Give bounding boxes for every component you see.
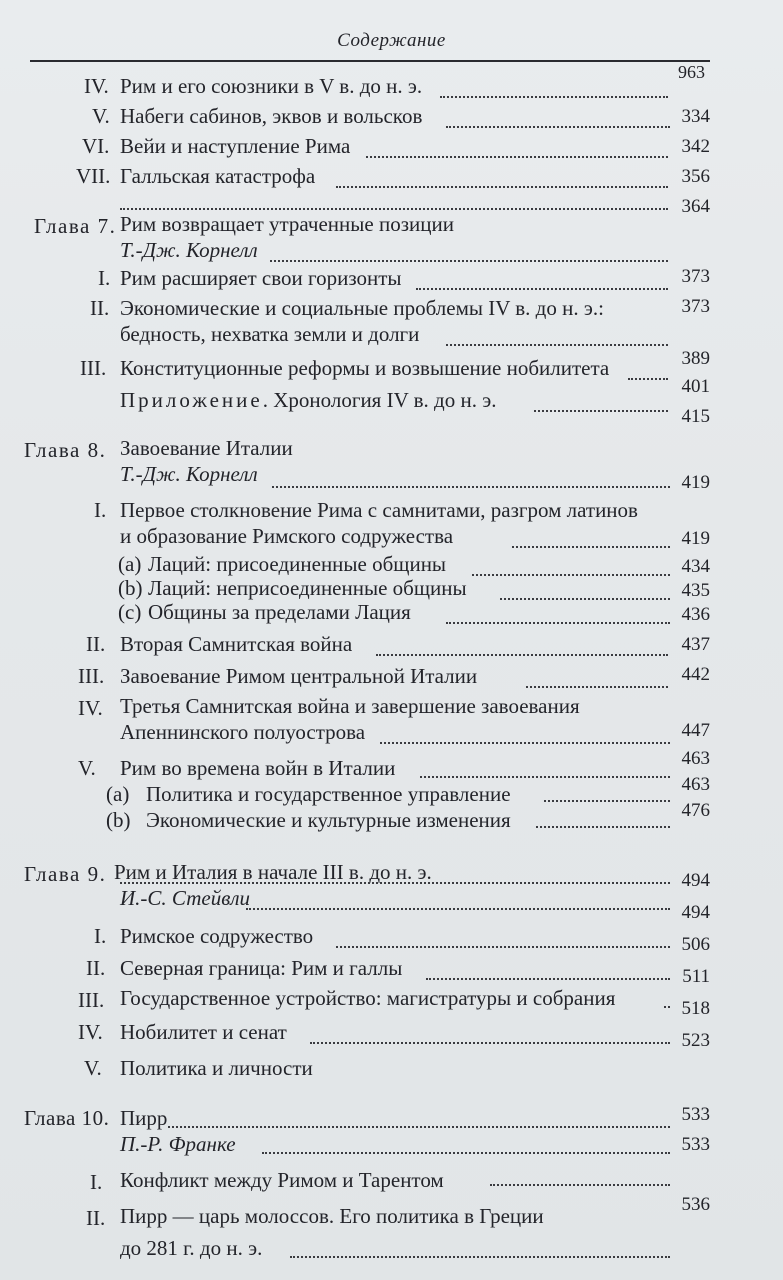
header-rule bbox=[30, 60, 710, 62]
dot-leader bbox=[500, 596, 670, 600]
entry-num: II. bbox=[90, 296, 110, 320]
dot-leader bbox=[420, 774, 670, 778]
entry-num: I. bbox=[90, 1170, 103, 1194]
entry-num: IV. bbox=[78, 696, 103, 720]
entry-title: Политика и государственное управление bbox=[146, 782, 511, 806]
entry-page: 447 bbox=[681, 720, 710, 741]
dot-leader bbox=[246, 906, 670, 910]
entry-title: Экономические и культурные изменения bbox=[146, 808, 511, 832]
entry-title-cont: до 281 г. до н. э. bbox=[120, 1236, 263, 1260]
entry-num: I. bbox=[94, 924, 107, 948]
chapter-label: Глава 9. bbox=[24, 862, 107, 886]
entry-page: 401 bbox=[681, 376, 710, 397]
chapter-label: Глава 10. bbox=[24, 1106, 110, 1130]
entry-num: (c) bbox=[118, 600, 142, 624]
entry-num: (a) bbox=[118, 552, 142, 576]
entry-page: 533 bbox=[681, 1134, 710, 1155]
dot-leader bbox=[446, 124, 670, 128]
entry-page: 533 bbox=[681, 1104, 710, 1125]
entry-title: Пирр — царь молоссов. Его политика в Греции bbox=[120, 1204, 544, 1228]
chapter-title: Завоевание Италии bbox=[120, 436, 293, 460]
dot-leader bbox=[534, 408, 668, 412]
entry-title: Лаций: неприсоединенные общины bbox=[148, 576, 467, 600]
entry-page: 373 bbox=[681, 296, 710, 317]
entry-page: 373 bbox=[681, 266, 710, 287]
appendix-label: Приложение bbox=[120, 388, 263, 412]
entry-title: Политика и личности bbox=[120, 1056, 313, 1080]
dot-leader bbox=[376, 652, 668, 656]
entry-page: 518 bbox=[681, 998, 710, 1019]
dot-leader bbox=[380, 740, 670, 744]
entry-title-cont: Апеннинского полуострова bbox=[120, 720, 366, 744]
entry-num: I. bbox=[98, 266, 111, 290]
entry-title: Рим и его союзники в V в. до н. э. bbox=[120, 74, 423, 98]
entry-num: III. bbox=[78, 988, 105, 1012]
entry-page: 435 bbox=[681, 580, 710, 601]
entry-page: 415 bbox=[681, 406, 710, 427]
entry-title: Конфликт между Римом и Тарентом bbox=[120, 1168, 444, 1192]
page-number: 963 bbox=[678, 62, 705, 82]
entry-title: Нобилитет и сенат bbox=[120, 1020, 287, 1044]
dot-leader bbox=[168, 1124, 670, 1128]
entry-title: Северная граница: Рим и галлы bbox=[120, 956, 403, 980]
entry-page: 437 bbox=[681, 634, 710, 655]
entry-title: Вейи и наступление Рима bbox=[120, 134, 351, 158]
entry-num: I. bbox=[94, 498, 107, 522]
entry-page: 463 bbox=[681, 748, 710, 769]
entry-page: 506 bbox=[681, 934, 710, 955]
entry-num: IV. bbox=[78, 1020, 103, 1044]
entry-title-cont: бедность, нехватка земли и долги bbox=[120, 322, 420, 346]
entry-title: Экономические и социальные проблемы IV в. до н. э.: bbox=[120, 296, 604, 320]
dot-leader bbox=[440, 94, 668, 98]
chapter-author: И.-С. Стейвли bbox=[120, 886, 250, 910]
entry-title: Третья Самнитская война и завершение завоевания bbox=[120, 694, 580, 718]
entry-page: 442 bbox=[681, 664, 710, 685]
entry-num: II. bbox=[86, 632, 106, 656]
entry-title: Галльская катастрофа bbox=[120, 164, 316, 188]
running-title: Содержание bbox=[337, 30, 446, 51]
entry-page: 334 bbox=[681, 106, 710, 127]
entry-page: 419 bbox=[681, 472, 710, 493]
dot-leader bbox=[472, 572, 670, 576]
entry-page: 436 bbox=[681, 604, 710, 625]
dot-leader bbox=[290, 1254, 670, 1258]
chapter-title: Пирр bbox=[120, 1106, 168, 1130]
entry-title: Набеги сабинов, эквов и вольсков bbox=[120, 104, 423, 128]
dot-leader bbox=[120, 880, 670, 884]
dot-leader bbox=[336, 944, 670, 948]
appendix-entry bbox=[120, 388, 496, 412]
entry-page: 434 bbox=[681, 556, 710, 577]
entry-title: Общины за пределами Лация bbox=[148, 600, 411, 624]
entry-num: (b) bbox=[118, 576, 143, 600]
entry-num: IV. bbox=[84, 74, 109, 98]
entry-title: Завоевание Римом центральной Италии bbox=[120, 664, 478, 688]
dot-leader bbox=[446, 342, 668, 346]
dot-leader bbox=[512, 544, 670, 548]
entry-page: 463 bbox=[681, 774, 710, 795]
chapter-title: Рим и Италия в начале III в. до н. э. bbox=[114, 860, 432, 884]
entry-num: VI. bbox=[82, 134, 110, 158]
entry-num: V. bbox=[78, 756, 96, 780]
entry-title: Лаций: присоединенные общины bbox=[148, 552, 447, 576]
entry-num: III. bbox=[80, 356, 107, 380]
appendix-title: . Хронология IV в. до н. э. bbox=[262, 388, 497, 412]
entry-num: (b) bbox=[106, 808, 131, 832]
entry-title: Вторая Самнитская война bbox=[120, 632, 353, 656]
dot-leader bbox=[426, 976, 670, 980]
entry-title: Римское содружество bbox=[120, 924, 314, 948]
entry-title: Первое столкновение Рима с самнитами, разгром латинов bbox=[120, 498, 638, 522]
dot-leader bbox=[262, 1150, 670, 1154]
chapter-label: Глава 8. bbox=[24, 438, 107, 462]
dot-leader bbox=[310, 1040, 670, 1044]
dot-leader bbox=[526, 684, 668, 688]
entry-page: 511 bbox=[682, 966, 710, 987]
dot-leader bbox=[536, 824, 670, 828]
chapter-label: Глава 7. bbox=[34, 214, 117, 238]
entry-title-cont: и образование Римского содружества bbox=[120, 524, 454, 548]
entry-page: 476 bbox=[681, 800, 710, 821]
entry-page: 342 bbox=[681, 136, 710, 157]
dot-leader bbox=[544, 798, 670, 802]
entry-page: 364 bbox=[681, 196, 710, 217]
entry-num: (a) bbox=[106, 782, 130, 806]
entry-page: 536 bbox=[681, 1194, 710, 1215]
entry-page: 419 bbox=[681, 528, 710, 549]
chapter-author: П.-Р. Франке bbox=[120, 1132, 236, 1156]
chapter-author: Т.-Дж. Корнелл bbox=[120, 238, 258, 262]
dot-leader bbox=[336, 184, 668, 188]
chapter-author: Т.-Дж. Корнелл bbox=[120, 462, 258, 486]
entry-num: II. bbox=[86, 1206, 106, 1230]
dot-leader bbox=[416, 286, 668, 290]
entry-page: 389 bbox=[681, 348, 710, 369]
entry-num: VII. bbox=[76, 164, 111, 188]
dot-leader bbox=[490, 1182, 670, 1186]
entry-page: 523 bbox=[681, 1030, 710, 1051]
entry-title: Рим во времена войн в Италии bbox=[120, 756, 396, 780]
entry-title: Государственное устройство: магистратуры и собрания bbox=[120, 986, 616, 1010]
entry-num: V. bbox=[92, 104, 110, 128]
entry-num: III. bbox=[78, 664, 105, 688]
dot-leader bbox=[120, 206, 668, 210]
entry-page: 494 bbox=[681, 902, 710, 923]
entry-title: Рим расширяет свои горизонты bbox=[120, 266, 402, 290]
dot-leader bbox=[446, 620, 670, 624]
dot-leader bbox=[366, 154, 668, 158]
dot-leader bbox=[272, 484, 670, 488]
entry-page: 494 bbox=[681, 870, 710, 891]
entry-page: 356 bbox=[681, 166, 710, 187]
dot-leader bbox=[628, 376, 668, 380]
entry-num: V. bbox=[84, 1056, 102, 1080]
entry-num: II. bbox=[86, 956, 106, 980]
dot-leader bbox=[270, 258, 668, 262]
entry-title: Конституционные реформы и возвышение нобилитета bbox=[120, 356, 610, 380]
chapter-title: Рим возвращает утраченные позиции bbox=[120, 212, 454, 236]
